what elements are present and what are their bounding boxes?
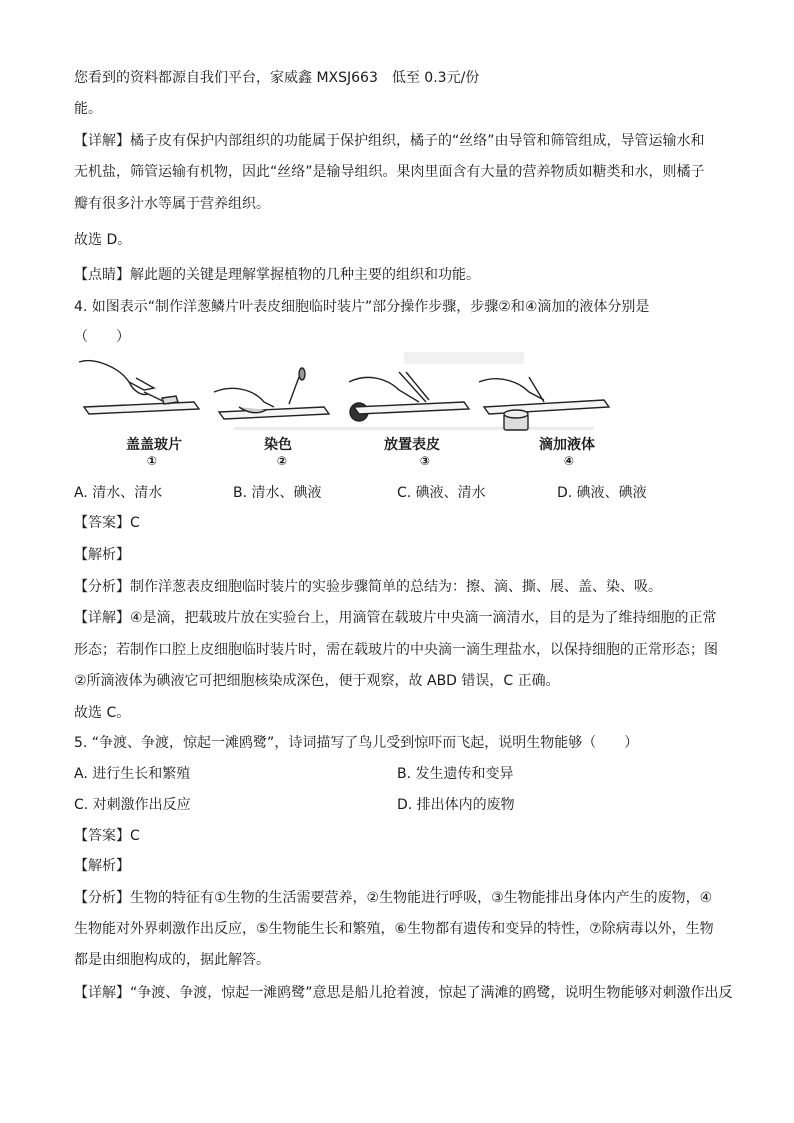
q5-fenxi-line-3: 都是由细胞构成的，据此解答。 bbox=[74, 952, 270, 968]
detail-text: “争渡、争渡，惊起一滩鸥鹭”意思是船儿抢着渡，惊起了满滩的鸥鹭，说明生物能够对刺激作出反 bbox=[130, 985, 733, 1001]
step-number-3: ③ bbox=[419, 454, 431, 468]
caption-step-3: 放置表皮 bbox=[384, 437, 440, 453]
fenxi-text: 生物的特征有①生物的生活需要营养，②生物能进行呼吸，③生物能排出身体内产生的废物，④ bbox=[130, 890, 713, 906]
header-line: 您看到的资料都源自我们平台，家威鑫 MXSJ663 低至 0.3元/份 bbox=[74, 70, 480, 86]
q4-detail-line-1 bbox=[74, 608, 717, 628]
q5-stem: 5. “争渡、争渡，惊起一滩鸥鹭”，诗词描写了鸟儿受到惊吓而飞起，说明生物能够（ ） bbox=[74, 735, 639, 751]
detail-tag: 【详解】 bbox=[74, 985, 130, 1001]
detail-tag: 【详解】 bbox=[74, 133, 130, 149]
point-text: 解此题的关键是理解掌握植物的几种主要的组织和功能。 bbox=[130, 267, 480, 283]
fenxi-tag: 【分析】 bbox=[74, 579, 130, 595]
point-tag: 【点睛】 bbox=[74, 267, 130, 283]
q4-stem-line-2: （ ） bbox=[74, 329, 130, 345]
q3-detail-line-3: 瓣有很多汁水等属于营养组织。 bbox=[74, 196, 270, 212]
q4-option-c: C. 碘液、清水 bbox=[397, 485, 486, 501]
q3-point bbox=[74, 265, 480, 285]
answer-tag: 【答案】 bbox=[74, 828, 130, 844]
q5-analysis-tag: 【解析】 bbox=[74, 858, 130, 874]
step-number-1: ① bbox=[146, 454, 158, 468]
q4-analysis-tag: 【解析】 bbox=[74, 547, 130, 563]
q3-choose: 故选 D。 bbox=[74, 232, 132, 248]
answer-tag: 【答案】 bbox=[74, 515, 130, 531]
step-number-2: ② bbox=[276, 454, 288, 468]
q5-option-a: A. 进行生长和繁殖 bbox=[74, 766, 191, 782]
caption-step-1: 盖盖玻片 bbox=[126, 437, 182, 453]
q5-option-b: B. 发生遗传和变异 bbox=[397, 766, 514, 782]
q5-option-d: D. 排出体内的废物 bbox=[397, 797, 515, 813]
detail-text: 橘子皮有保护内部组织的功能属于保护组织，橘子的“丝络”由导管和筛管组成，导管运输水和 bbox=[130, 133, 705, 149]
q4-figure bbox=[74, 352, 629, 472]
caption-step-4: 滴加液体 bbox=[539, 437, 595, 453]
fenxi-tag: 【分析】 bbox=[74, 890, 130, 906]
q5-detail-line-1 bbox=[74, 983, 733, 1003]
q4-detail-line-2: 形态；若制作口腔上皮细胞临时装片时，需在载玻片的中央滴一滴生理盐水，以保持细胞的正常形态；图 bbox=[74, 642, 718, 658]
q4-option-b: B. 清水、碘液 bbox=[233, 485, 322, 501]
detail-tag: 【详解】 bbox=[74, 610, 130, 626]
q4-answer bbox=[74, 513, 140, 533]
q4-fenxi bbox=[74, 577, 662, 597]
q3-detail-line-2: 无机盐，筛管运输有机物，因此“丝络”是输导组织。果肉里面含有大量的营养物质如糖类和水，则橘子 bbox=[74, 164, 705, 180]
caption-step-2: 染色 bbox=[264, 437, 292, 453]
q3-detail-line-1 bbox=[74, 131, 705, 151]
q5-option-c: C. 对刺激作出反应 bbox=[74, 797, 191, 813]
answer-value: C bbox=[130, 515, 140, 531]
q5-fenxi-line-1 bbox=[74, 888, 712, 908]
fenxi-text: 制作洋葱表皮细胞临时装片的实验步骤简单的总结为：擦、滴、撕、展、盖、染、吸。 bbox=[130, 579, 662, 595]
answer-value: C bbox=[130, 828, 140, 844]
q5-fenxi-line-2: 生物能对外界刺激作出反应，⑤生物能生长和繁殖，⑥生物都有遗传和变异的特性，⑦除病毒以外，生物 bbox=[74, 921, 714, 937]
q4-stem-line-1: 4. 如图表示“制作洋葱鳞片叶表皮细胞临时装片”部分操作步骤，步骤②和④滴加的液体分别是 bbox=[74, 299, 650, 315]
q4-option-a: A. 清水、清水 bbox=[74, 485, 163, 501]
q3-continuation: 能。 bbox=[74, 101, 102, 117]
q4-choose: 故选 C。 bbox=[74, 705, 131, 721]
step-number-4: ④ bbox=[563, 454, 575, 468]
q5-answer bbox=[74, 826, 140, 846]
q4-detail-line-3: ②所滴液体为碘液它可把细胞核染成深色，便于观察，故 ABD 错误，C 正确。 bbox=[74, 673, 560, 689]
lab-steps-illustration bbox=[74, 352, 629, 472]
detail-text: ④是滴，把载玻片放在实验台上，用滴管在载玻片中央滴一滴清水，目的是为了维持细胞的正常 bbox=[130, 610, 717, 626]
q4-option-d: D. 碘液、碘液 bbox=[557, 485, 647, 501]
